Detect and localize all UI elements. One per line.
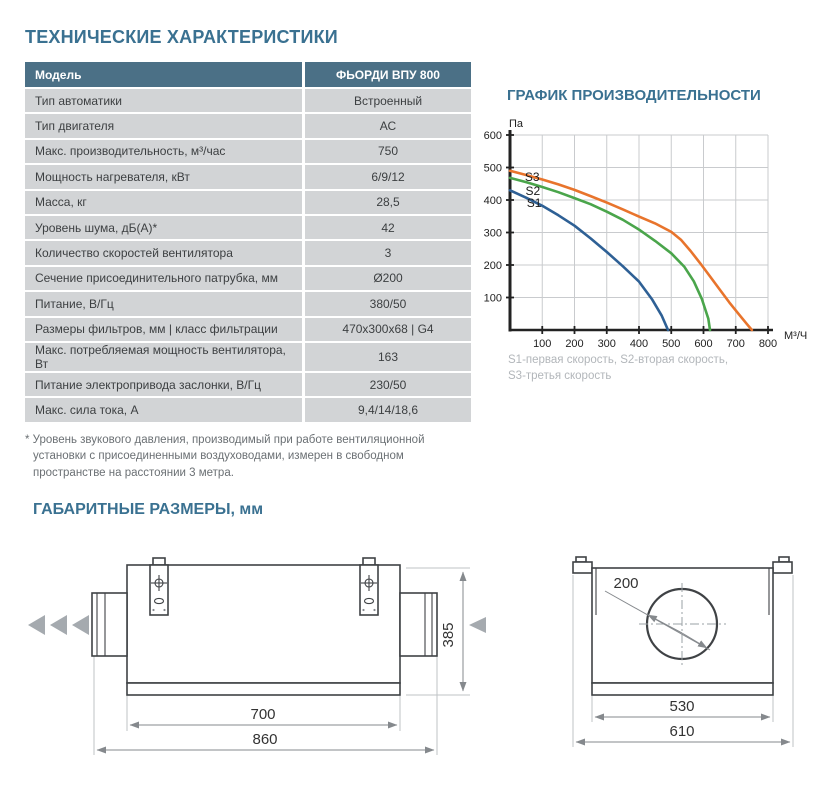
- x-axis-unit: М³/Ч: [784, 330, 808, 342]
- chart-title: ГРАФИК ПРОИЗВОДИТЕЛЬНОСТИ: [507, 87, 761, 104]
- spec-row: [25, 140, 471, 163]
- side-view-drawing: [20, 545, 490, 780]
- unit-base-end: [592, 683, 773, 695]
- mounting-foot: [773, 557, 792, 573]
- spec-row: [25, 89, 471, 112]
- y-axis-unit: Па: [509, 118, 524, 130]
- spec-row: [25, 373, 471, 396]
- airflow-arrow-icon: [28, 615, 45, 635]
- spec-row: [25, 267, 471, 290]
- spec-row: [25, 165, 471, 188]
- spec-label: Питание, В/Гц: [25, 292, 302, 315]
- spec-table-wrap: [25, 60, 471, 424]
- spec-label: Количество скоростей вентилятора: [25, 241, 302, 264]
- spec-label: Уровень шума, дБ(А)*: [25, 216, 302, 239]
- airflow-arrow-icon: [72, 615, 89, 635]
- mounting-bracket: [150, 558, 168, 615]
- spec-header-row: [25, 62, 471, 87]
- spec-label: Мощность нагревателя, кВт: [25, 165, 302, 188]
- spec-header-label: Модель: [25, 62, 302, 87]
- performance-chart-box: [483, 112, 820, 389]
- spec-table: [25, 60, 471, 424]
- chart-legend-line2: S3-третья скорость: [508, 369, 612, 382]
- mounting-bracket: [360, 558, 378, 615]
- spec-row: [25, 343, 471, 371]
- dim-body-width-530: 530: [669, 698, 695, 715]
- series-label-s1: S1: [526, 196, 542, 211]
- spec-value: 6/9/12: [302, 165, 471, 188]
- page-title: ТЕХНИЧЕСКИЕ ХАРАКТЕРИСТИКИ: [25, 27, 338, 47]
- spec-row: [25, 114, 471, 137]
- chart-legend: [508, 353, 728, 384]
- y-tick-label: 300: [483, 227, 502, 240]
- airflow-arrow-icon: [50, 615, 67, 635]
- spec-value: Ø200: [302, 267, 471, 290]
- x-tick-label: 100: [533, 338, 552, 350]
- spec-row: [25, 318, 471, 341]
- spec-value: 230/50: [302, 373, 471, 396]
- mounting-foot: [573, 557, 592, 573]
- spec-label: Макс. сила тока, А: [25, 398, 302, 421]
- y-tick-label: 200: [483, 260, 502, 272]
- dim-total-length-860: 860: [252, 731, 278, 748]
- x-tick-label: 600: [694, 338, 713, 350]
- y-tick-label: 500: [483, 162, 502, 175]
- end-view-drawing: [545, 545, 810, 775]
- spec-label: Масса, кг: [25, 191, 302, 214]
- spec-value: 470x300x68 | G4: [302, 318, 471, 341]
- noise-level-footnote: * Уровень звукового давления, производимый при работе вентиляционной установки с присоединенными воздуховодами, измерен в свободном пространстве на расстоянии 3 метра.: [25, 434, 425, 479]
- dim-total-width-610: 610: [669, 723, 695, 740]
- spec-label: Тип двигателя: [25, 114, 302, 137]
- spec-row: [25, 241, 471, 264]
- series-curve-s3: [510, 171, 752, 330]
- spec-value: Встроенный: [302, 89, 471, 112]
- x-tick-label: 300: [597, 338, 616, 350]
- x-tick-label: 700: [726, 338, 745, 350]
- spec-row: [25, 191, 471, 214]
- chart-legend-line1: S1-первая скорость, S2-вторая скорость,: [508, 354, 729, 366]
- dim-height-385: 385: [440, 622, 457, 648]
- x-tick-label: 200: [565, 338, 584, 350]
- x-tick-label: 400: [629, 338, 649, 350]
- dim-body-length-700: 700: [250, 706, 276, 723]
- spec-row: [25, 292, 471, 315]
- spec-label: Макс. производительность, м³/час: [25, 140, 302, 163]
- y-tick-label: 100: [483, 292, 502, 305]
- spec-row: [25, 216, 471, 239]
- x-tick-label: 800: [758, 338, 778, 350]
- y-tick-label: 600: [483, 130, 502, 142]
- y-tick-label: 400: [483, 195, 502, 207]
- x-tick-label: 500: [662, 338, 681, 350]
- spec-value: 163: [302, 343, 471, 371]
- spec-label: Сечение присоединительного патрубка, мм: [25, 267, 302, 290]
- spec-label: Макс. потребляемая мощность вентилятора, Вт: [25, 343, 302, 371]
- spec-value: 28,5: [302, 191, 471, 214]
- series-label-s2: S2: [525, 183, 541, 198]
- airflow-arrow-icon: [469, 617, 486, 633]
- spec-row: [25, 398, 471, 421]
- spec-value: АС: [302, 114, 471, 137]
- spec-label: Питание электропривода заслонки, В/Гц: [25, 373, 302, 396]
- spec-value: 380/50: [302, 292, 471, 315]
- spec-value: 750: [302, 140, 471, 163]
- series-label-s3: S3: [524, 170, 540, 185]
- spec-label: Размеры фильтров, мм | класс фильтрации: [25, 318, 302, 341]
- dim-duct-200: 200: [613, 575, 639, 592]
- spec-value: 9,4/14/18,6: [302, 398, 471, 421]
- dimensions-title: ГАБАРИТНЫЕ РАЗМЕРЫ, мм: [33, 501, 264, 518]
- spec-header-value: ФЬОРДИ ВПУ 800: [302, 62, 471, 87]
- unit-base: [127, 683, 400, 695]
- performance-chart: [483, 112, 820, 384]
- spec-label: Тип автоматики: [25, 89, 302, 112]
- spec-value: 3: [302, 241, 471, 264]
- spec-value: 42: [302, 216, 471, 239]
- series-curve-s1: [510, 190, 668, 330]
